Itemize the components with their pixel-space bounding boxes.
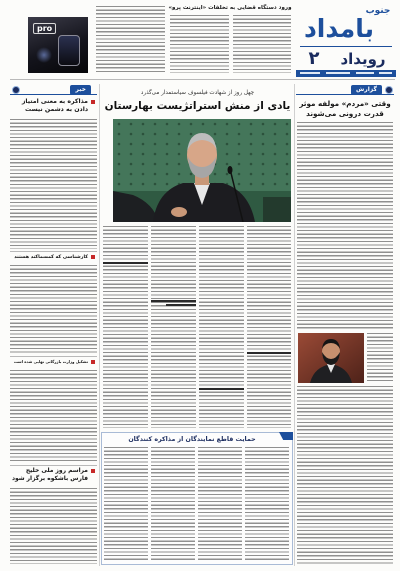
news-headline: تشکیل وزارت بازرگانی نهایی شده است bbox=[14, 360, 88, 364]
boxed-story-body-column bbox=[104, 447, 148, 562]
subhead-line bbox=[166, 304, 196, 306]
page-number: ۲ bbox=[308, 48, 320, 69]
boxed-story-body-column bbox=[198, 447, 242, 562]
report-body-text bbox=[367, 333, 393, 383]
top-story-body-column bbox=[170, 15, 229, 73]
subhead-line bbox=[103, 262, 148, 264]
logo-underline bbox=[300, 46, 392, 47]
top-story-headline: ورود دستگاه قضایی به تخلفات «اینترنت پرو» bbox=[168, 5, 292, 11]
square-bullet-icon bbox=[91, 100, 95, 104]
report-body-text bbox=[297, 122, 393, 331]
feature-body-column bbox=[151, 226, 196, 428]
circle-icon bbox=[385, 86, 393, 94]
report-section-label: گزارش bbox=[351, 85, 382, 95]
date-bar-text bbox=[326, 72, 350, 74]
news-separator bbox=[10, 465, 97, 466]
top-story-body-column bbox=[233, 15, 291, 73]
news-section-label: خبر bbox=[70, 85, 91, 95]
subhead-line bbox=[247, 352, 291, 354]
square-bullet-icon bbox=[91, 469, 95, 473]
device-glow bbox=[36, 47, 52, 63]
device-icon bbox=[58, 35, 80, 66]
news-body-text bbox=[10, 265, 97, 354]
subhead-line bbox=[199, 388, 244, 390]
news-separator bbox=[10, 251, 97, 252]
report-section-header bbox=[296, 85, 394, 96]
news-body-text bbox=[10, 370, 97, 463]
feature-body-column bbox=[199, 226, 244, 428]
date-bar-text bbox=[379, 72, 392, 74]
date-bar-text bbox=[356, 72, 374, 74]
feature-body-column bbox=[247, 226, 291, 428]
square-bullet-icon bbox=[91, 360, 95, 364]
news-headline: کارشناسی که کمسماکند هستند bbox=[14, 255, 88, 260]
news-separator bbox=[10, 356, 97, 357]
boxed-story-headline: حمایت قاطع نمایندگان از مذاکره کنندگان bbox=[128, 436, 256, 443]
feature-headline: یادی از منش استراتژیست بهارستان bbox=[104, 100, 291, 112]
subhead-line bbox=[151, 300, 196, 302]
news-headline: مذاکره به معنی امتیاز دادن به دشمن نیست bbox=[21, 98, 88, 113]
circle-icon bbox=[12, 86, 20, 94]
logo-subtitle: جنوب bbox=[365, 6, 391, 16]
top-story-body-column bbox=[96, 6, 165, 73]
feature-photo-image bbox=[113, 119, 291, 222]
news-body-text bbox=[10, 488, 97, 564]
advert-image bbox=[28, 17, 88, 73]
news-section-header bbox=[10, 85, 97, 96]
news-headline: مراسم روز ملی خلیج فارس باشکوه برگزار شود bbox=[11, 467, 88, 482]
logo-title: بامداد bbox=[303, 14, 375, 43]
feature-kicker: چهل روز از شهادت فیلسوف سیاستمدار می‌گذرد bbox=[140, 90, 255, 96]
boxed-story-body-column bbox=[151, 447, 195, 562]
masthead bbox=[296, 4, 396, 78]
feature-photo bbox=[113, 119, 291, 222]
section-title: رویداد bbox=[340, 50, 386, 68]
column-divider bbox=[294, 84, 295, 566]
date-bar bbox=[296, 70, 396, 77]
report-headline: وقتی «مردم» مولفه موثر قدرت درونی می‌شوند bbox=[299, 99, 391, 118]
feature-body-column bbox=[103, 226, 148, 428]
report-photo bbox=[298, 333, 364, 383]
square-bullet-icon bbox=[91, 255, 95, 259]
report-body-text bbox=[297, 386, 393, 565]
boxed-story-body-column bbox=[245, 447, 289, 562]
header-divider bbox=[10, 79, 395, 80]
report-photo-image bbox=[298, 333, 364, 383]
advert-badge: pro bbox=[33, 23, 56, 34]
date-bar-text bbox=[300, 72, 320, 74]
column-divider bbox=[99, 84, 100, 566]
news-body-text bbox=[10, 119, 97, 249]
